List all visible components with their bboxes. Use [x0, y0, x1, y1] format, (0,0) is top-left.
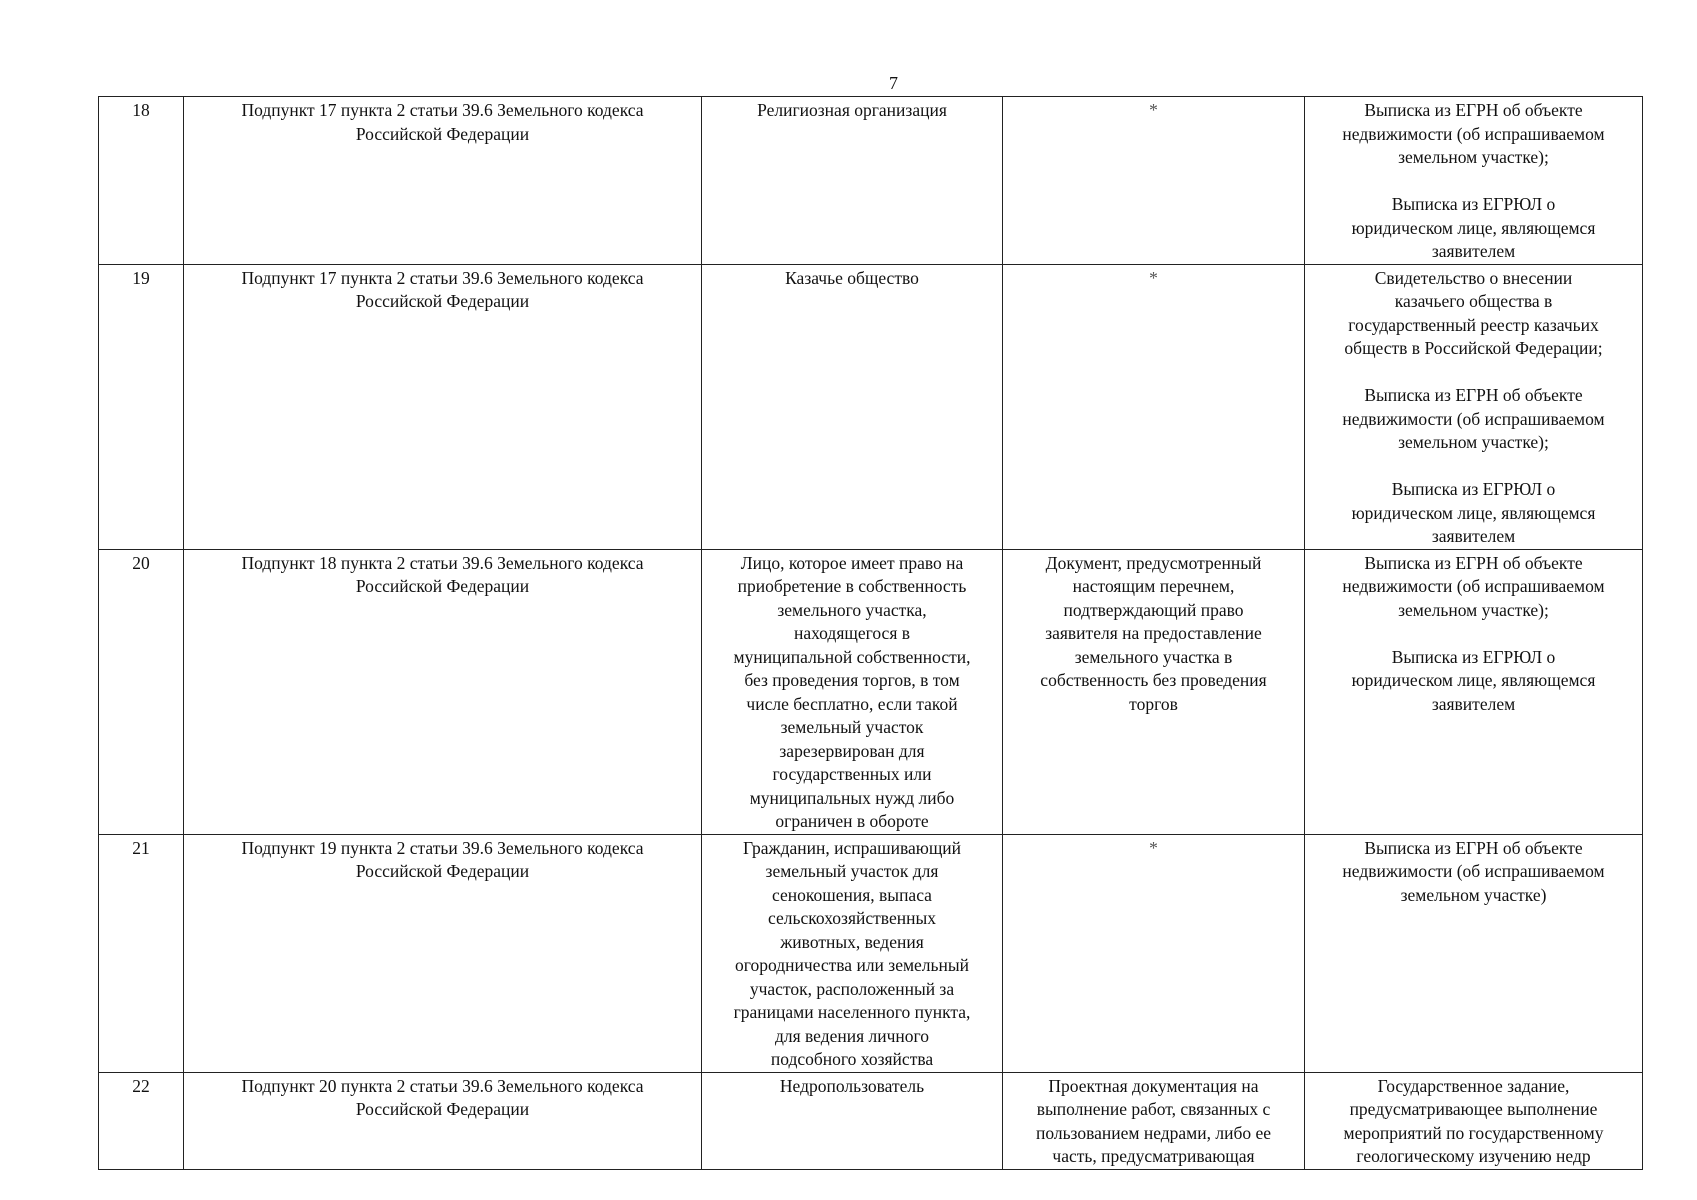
requested-documents-cell: [1305, 97, 1643, 265]
table-row-20: [99, 549, 1643, 834]
legal-basis-cell: Подпункт 18 пункта 2 статьи 39.6 Земельного кодекса Российской Федерации: [184, 549, 702, 834]
requested-documents-cell: [1305, 834, 1643, 1072]
row-number: 20: [99, 549, 184, 834]
applicant-documents-cell: *: [1003, 97, 1305, 265]
applicant-category-cell: Казачье общество: [702, 264, 1003, 549]
legal-basis-cell: Подпункт 17 пункта 2 статьи 39.6 Земельного кодекса Российской Федерации: [184, 97, 702, 265]
requested-document-item: Государственное задание, предусматривающее выполнение мероприятий по государственному геологическому изучению недр: [1343, 1075, 1604, 1166]
requested-document-item: Выписка из ЕГРН об объекте недвижимости (об испрашиваемом земельном участке);: [1342, 100, 1605, 167]
table-row-22: [99, 1072, 1643, 1169]
row-number: 19: [99, 264, 184, 549]
legal-basis-cell: Подпункт 19 пункта 2 статьи 39.6 Земельного кодекса Российской Федерации: [184, 834, 702, 1072]
applicant-documents-cell: *: [1003, 834, 1305, 1072]
legal-basis-cell: Подпункт 17 пункта 2 статьи 39.6 Земельного кодекса Российской Федерации: [184, 264, 702, 549]
requested-document-item: Выписка из ЕГРН об объекте недвижимости (об испрашиваемом земельном участке);: [1342, 385, 1605, 452]
applicant-documents-cell: Проектная документация на выполнение работ, связанных с пользованием недрами, либо ее часть, предусматривающая: [1003, 1072, 1305, 1169]
requested-documents-cell: [1305, 264, 1643, 549]
applicant-documents-cell: *: [1003, 264, 1305, 549]
requested-document-item: Выписка из ЕГРН об объекте недвижимости (об испрашиваемом земельном участке);: [1342, 552, 1605, 620]
applicant-category-cell: Недропользователь: [702, 1072, 1003, 1169]
row-number: 21: [99, 834, 184, 1072]
row-number: 22: [99, 1072, 184, 1169]
applicant-documents-cell: Документ, предусмотренный настоящим перечнем, подтверждающий право заявителя на предоставление земельного участка в собственность без проведения торгов: [1003, 549, 1305, 834]
table-row-21: [99, 834, 1643, 1072]
requested-document-item: Выписка из ЕГРН об объекте недвижимости (об испрашиваемом земельном участке): [1342, 837, 1605, 905]
requested-documents-cell: [1305, 549, 1643, 834]
requested-document-item: Выписка из ЕГРЮЛ о юридическом лице, являющемся заявителем: [1351, 479, 1596, 546]
row-number: 18: [99, 97, 184, 265]
applicant-category-cell: Религиозная организация: [702, 97, 1003, 265]
documents-table: [98, 96, 1643, 1170]
page-number: 7: [889, 73, 898, 93]
table-row-19: [99, 264, 1643, 549]
applicant-category-cell: Лицо, которое имеет право на приобретение в собственность земельного участка, находящегося в муниципальной собственности, без проведения торгов, в том числе бесплатно, если такой земельный участок зарезервирован для государственных или муниципальных нужд либо ограничен в обороте: [702, 549, 1003, 834]
requested-document-item: Выписка из ЕГРЮЛ о юридическом лице, являющемся заявителем: [1351, 646, 1596, 714]
legal-basis-cell: Подпункт 20 пункта 2 статьи 39.6 Земельного кодекса Российской Федерации: [184, 1072, 702, 1169]
requested-document-item: Выписка из ЕГРЮЛ о юридическом лице, являющемся заявителем: [1351, 194, 1596, 261]
requested-document-item: Свидетельство о внесении казачьего общества в государственный реестр казачьих обществ в Российской Федерации;: [1344, 267, 1603, 358]
requested-documents-cell: [1305, 1072, 1643, 1169]
table-row-18: [99, 97, 1643, 265]
applicant-category-cell: Гражданин, испрашивающий земельный участок для сенокошения, выпаса сельскохозяйственных животных, ведения огородничества или земельный участок, расположенный за границами населенного пункта, для ведения личного подсобного хозяйства: [702, 834, 1003, 1072]
